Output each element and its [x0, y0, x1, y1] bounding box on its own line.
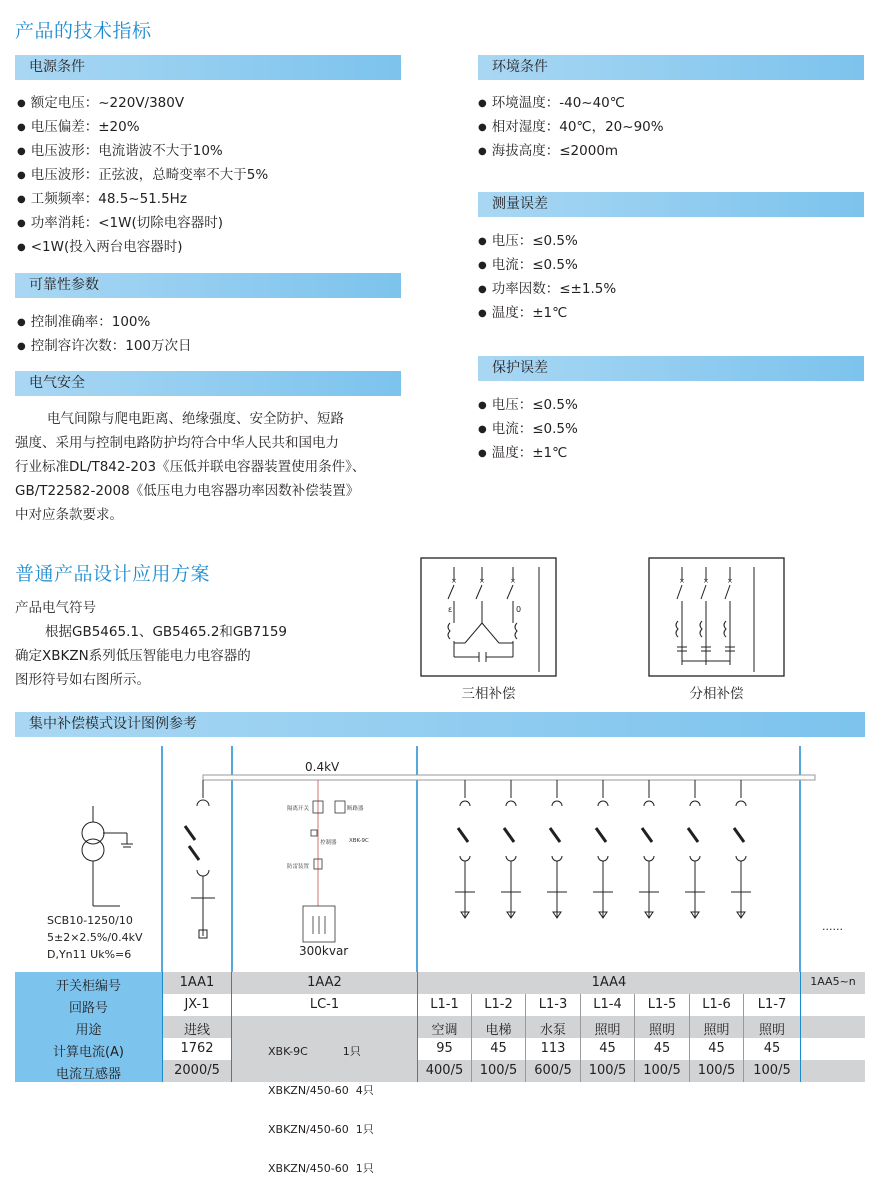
text-line: 5±2×2.5%/0.4kV — [47, 931, 143, 944]
svg-text:×: × — [727, 577, 733, 585]
table-cell: 45 — [599, 1041, 616, 1056]
text-line: 强度、采用与控制电路防护均符合中华人民共和国电力 — [15, 435, 339, 451]
table-cell: L1-3 — [538, 997, 568, 1012]
table-cell: 照明 — [758, 1023, 785, 1038]
list-item: ● 电流：≤0.5% — [478, 253, 616, 277]
table-cell: 2000/5 — [174, 1063, 220, 1078]
table-cell: 45 — [763, 1041, 781, 1056]
reliability-heading: 可靠性参数 — [15, 273, 401, 298]
table-cell: L1-4 — [593, 997, 622, 1012]
svg-text:×: × — [510, 577, 516, 585]
text-line: GB/T22582-2008《低压电力电容器功率因数补偿装置》 — [15, 483, 360, 499]
reliability-list — [17, 310, 192, 358]
list-item: ● 相对湿度：40℃，20~90% — [478, 115, 664, 139]
svg-text:×: × — [451, 577, 457, 585]
row-label: 电流互感器 — [55, 1067, 121, 1082]
text-line: 产品电气符号 — [15, 600, 96, 616]
three-phase-symbol — [420, 557, 557, 677]
list-item: ● 海拔高度：≤2000m — [478, 139, 664, 163]
protect-heading: 保护误差 — [478, 356, 864, 381]
table-cell: L1-6 — [702, 997, 731, 1012]
transformer-label — [47, 912, 142, 963]
svg-text:×: × — [479, 577, 485, 585]
table-cell: 100/5 — [479, 1063, 518, 1078]
text-line: 行业标准DL/T842-203《压低并联电容器装置使用条件》、 — [15, 459, 366, 475]
bus-label: 0.4kV — [305, 760, 340, 774]
list-item: ● 功率因数：≤±1.5% — [478, 277, 616, 301]
text-line: 根据GB5465.1、GB5465.2和GB7159 — [45, 624, 287, 640]
aa2-equipment — [268, 1019, 374, 1201]
table-cell: 1AA4 — [591, 975, 627, 990]
caption-three-phase: 三相补偿 — [461, 686, 516, 702]
svg-text:×: × — [679, 577, 685, 585]
split-phase-symbol — [648, 557, 785, 677]
row-label: 回路号 — [68, 1001, 108, 1016]
svg-text:×: × — [703, 577, 709, 585]
table-cell: 45 — [490, 1041, 507, 1056]
isolator-label: 隔离开关 — [287, 806, 310, 812]
list-item: ● 温度：±1℃ — [478, 301, 616, 325]
text-line: 确定XBKZN系列低压智能电力电容器的 — [15, 648, 251, 664]
row-label: 计算电流(A) — [52, 1045, 125, 1060]
table-cell: 照明 — [648, 1023, 675, 1038]
table-cell: 45 — [653, 1041, 671, 1056]
list-item: ● 环境温度：-40~40℃ — [478, 91, 664, 115]
measure-heading: 测量误差 — [478, 192, 864, 217]
svg-text:0: 0 — [516, 605, 522, 614]
text-line: SCB10-1250/10 — [47, 914, 133, 927]
list-item: ● 工频频率：48.5~51.5Hz — [17, 187, 268, 211]
more-dots: ...... — [822, 920, 843, 933]
measure-list — [478, 229, 616, 325]
safety-heading: 电气安全 — [15, 371, 401, 396]
diagram-heading: 集中补偿模式设计图例参考 — [15, 712, 865, 737]
table-cell: 95 — [436, 1041, 453, 1056]
list-item: ● 功率消耗：<1W(切除电容器时) — [17, 211, 268, 235]
text-line: XBKZN/450-60 1只 — [268, 1123, 374, 1136]
table-cell: 水泵 — [539, 1023, 566, 1038]
text-line: XBK-9C 1只 — [268, 1045, 361, 1058]
list-item: ● 电压偏差：±20% — [17, 115, 268, 139]
row-label: 用途 — [75, 1023, 102, 1038]
table-cell: 进线 — [183, 1023, 210, 1038]
environment-heading: 环境条件 — [478, 55, 864, 80]
section-title: 产品的技术指标 — [15, 20, 152, 42]
list-item: ● 电压：≤0.5% — [478, 229, 616, 253]
table-cell: JX-1 — [184, 997, 210, 1012]
table-cell: L1-7 — [757, 997, 787, 1012]
text-line: XBKZN/450-60 4只 — [268, 1084, 374, 1097]
text-line: 中对应条款要求。 — [15, 507, 123, 523]
table-cell: L1-1 — [430, 997, 459, 1012]
table-cell: 电梯 — [485, 1023, 512, 1038]
svg-text:ɛ: ɛ — [448, 605, 453, 614]
table-cell: 100/5 — [643, 1063, 681, 1078]
symbol-paragraph — [15, 596, 335, 692]
text-line: 电气间隙与爬电距离、绝缘强度、安全防护、短路 — [47, 411, 344, 427]
power-list — [17, 91, 268, 259]
table-cell: 113 — [540, 1041, 566, 1056]
list-item: ● 电压波形：电流谐波不大于10% — [17, 139, 268, 163]
environment-list — [478, 91, 664, 163]
kvar-label: 300kvar — [299, 944, 349, 958]
table-cell: 1AA2 — [307, 975, 342, 990]
list-item: ● 控制准确率：100% — [17, 310, 192, 334]
list-item: ● 电压波形：正弦波，总畸变率不大于5% — [17, 163, 268, 187]
list-item: ● <1W(投入两台电容器时) — [17, 235, 268, 259]
arrester-label: 防雷装置 — [287, 864, 310, 870]
list-item: ● 电压：≤0.5% — [478, 393, 578, 417]
table-cell: 600/5 — [534, 1063, 572, 1078]
table-cell: 1AA5~n — [810, 975, 856, 988]
table-cell: 1762 — [180, 1041, 214, 1056]
power-heading: 电源条件 — [15, 55, 401, 80]
table-cell: 1AA1 — [179, 975, 215, 990]
breaker-label: 断路器 — [347, 806, 364, 812]
text-line: D,Yn11 Uk%=6 — [47, 948, 132, 961]
table-cell: 空调 — [431, 1023, 458, 1038]
text-line: XBKZN/450-60 1只 — [268, 1162, 374, 1175]
section2-title: 普通产品设计应用方案 — [15, 563, 211, 585]
table-cell: 400/5 — [425, 1063, 464, 1078]
table-cell: LC-1 — [309, 997, 340, 1012]
list-item: ● 温度：±1℃ — [478, 441, 578, 465]
table-cell: L1-2 — [484, 997, 513, 1012]
controller-label: 控制器 — [320, 840, 337, 846]
list-item: ● 额定电压：~220V/380V — [17, 91, 268, 115]
protect-list — [478, 393, 578, 465]
caption-split-phase: 分相补偿 — [689, 686, 744, 702]
row-label: 开关柜编号 — [55, 979, 121, 994]
safety-paragraph — [15, 407, 415, 527]
list-item: ● 控制容许次数：100万次日 — [17, 334, 192, 358]
table-cell: 照明 — [594, 1023, 621, 1038]
table-cell: 100/5 — [753, 1063, 791, 1078]
table-cell: L1-5 — [647, 997, 677, 1012]
controller-model: XBK-9C — [349, 838, 369, 844]
table-cell: 照明 — [703, 1023, 730, 1038]
text-line: 图形符号如右图所示。 — [15, 672, 150, 688]
table-cell: 100/5 — [697, 1063, 736, 1078]
table-cell: 100/5 — [588, 1063, 627, 1078]
table-cell: 45 — [708, 1041, 725, 1056]
list-item: ● 电流：≤0.5% — [478, 417, 578, 441]
single-line-diagram — [15, 746, 865, 972]
